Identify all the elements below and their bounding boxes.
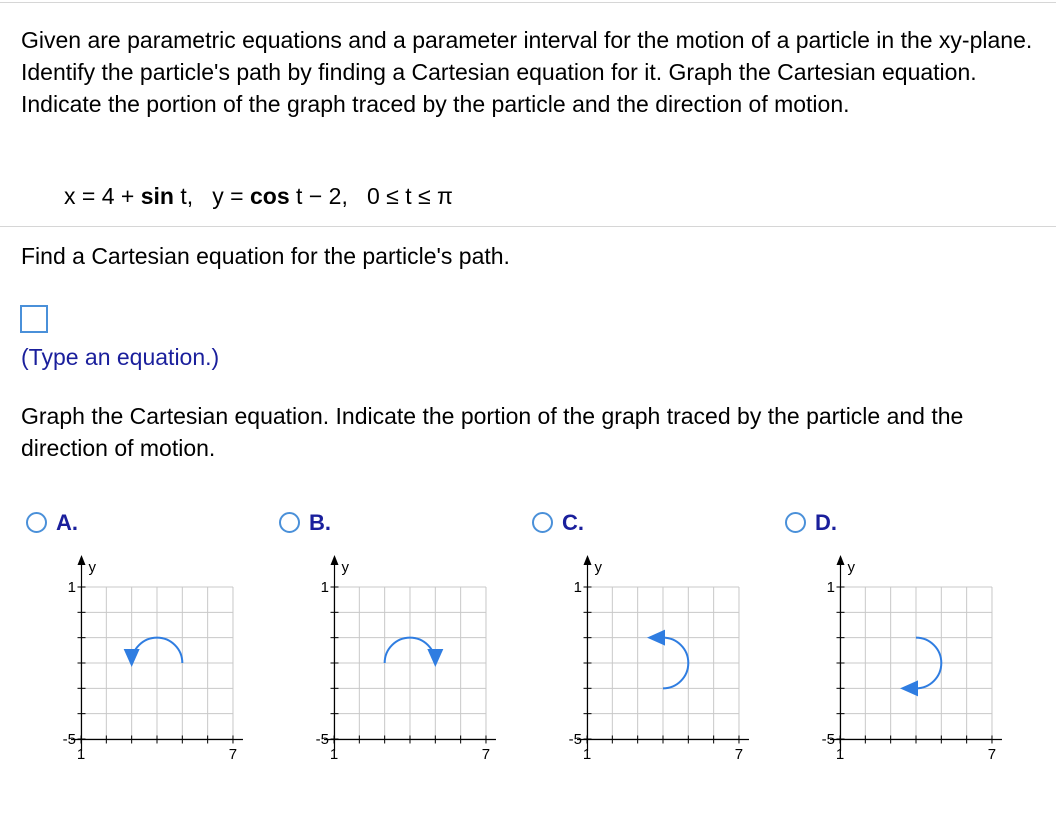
y-axis-arrow-icon [78, 555, 86, 565]
sin-function: sin [140, 183, 174, 209]
option-graph [26, 555, 266, 815]
option-c[interactable] [532, 0, 782, 836]
y-tick-label: -5 [315, 730, 329, 748]
question-prompt: Given are parametric equations and a parameter interval for the motion of a particle in the xy-plane. Identify the particle's path by finding a Cartesian equation for it. Graph the Cartesian equation. Indicate the portion of the graph traced by the particle and the direction of motion. [21, 27, 1033, 117]
y-tick-label: -5 [568, 730, 582, 748]
y-axis-arrow-icon [584, 555, 592, 565]
option-radio[interactable] [26, 512, 47, 533]
direction-arrow-icon [900, 680, 918, 696]
option-b[interactable] [279, 0, 529, 836]
y-tick-label: 1 [826, 579, 835, 596]
x-tick-label: 7 [987, 745, 997, 763]
direction-arrow-icon [647, 630, 665, 646]
y-axis-arrow-icon [837, 555, 845, 565]
option-d[interactable] [785, 0, 1035, 836]
option-radio[interactable] [279, 512, 300, 533]
x-tick-label: 1 [835, 745, 845, 763]
y-axis-label: y [341, 559, 349, 576]
x-tick-label: 1 [76, 745, 86, 763]
parameter-interval: t − 2, 0 ≤ t ≤ π [289, 183, 453, 209]
direction-arrow-icon [427, 649, 443, 667]
grid-lines [81, 587, 233, 739]
option-graph [532, 555, 772, 815]
grid-lines [587, 587, 739, 739]
y-tick-label: 1 [67, 579, 76, 596]
option-label: A. [56, 510, 78, 535]
option-label: C. [562, 510, 584, 535]
direction-arrow-icon [124, 649, 140, 667]
input-hint: (Type an equation.) [21, 344, 220, 370]
x-equation-prefix: x = 4 + [64, 183, 141, 209]
y-axis-label: y [847, 559, 855, 576]
y-axis-label: y [594, 559, 602, 576]
part1-prompt: Find a Cartesian equation for the particle's path. [21, 243, 510, 269]
option-radio[interactable] [532, 512, 553, 533]
grid-lines [840, 587, 992, 739]
x-tick-label: 1 [582, 745, 592, 763]
option-graph [785, 555, 1025, 815]
option-graph [279, 555, 519, 815]
y-axis-label: y [88, 559, 96, 576]
y-axis-arrow-icon [331, 555, 339, 565]
part2-prompt: Graph the Cartesian equation. Indicate the portion of the graph traced by the particle and the direction of motion. [21, 403, 964, 461]
option-a[interactable] [26, 0, 276, 836]
option-radio[interactable] [785, 512, 806, 533]
option-label: B. [309, 510, 331, 535]
y-tick-label: -5 [62, 730, 76, 748]
x-tick-label: 7 [734, 745, 744, 763]
x-tick-label: 1 [329, 745, 339, 763]
y-tick-label: -5 [821, 730, 835, 748]
x-tick-label: 7 [481, 745, 491, 763]
y-equation-prefix: t, y = [173, 183, 251, 209]
grid-lines [334, 587, 486, 739]
y-tick-label: 1 [573, 579, 582, 596]
option-label: D. [815, 510, 837, 535]
x-tick-label: 7 [228, 745, 238, 763]
cos-function: cos [250, 183, 290, 209]
y-tick-label: 1 [320, 579, 329, 596]
